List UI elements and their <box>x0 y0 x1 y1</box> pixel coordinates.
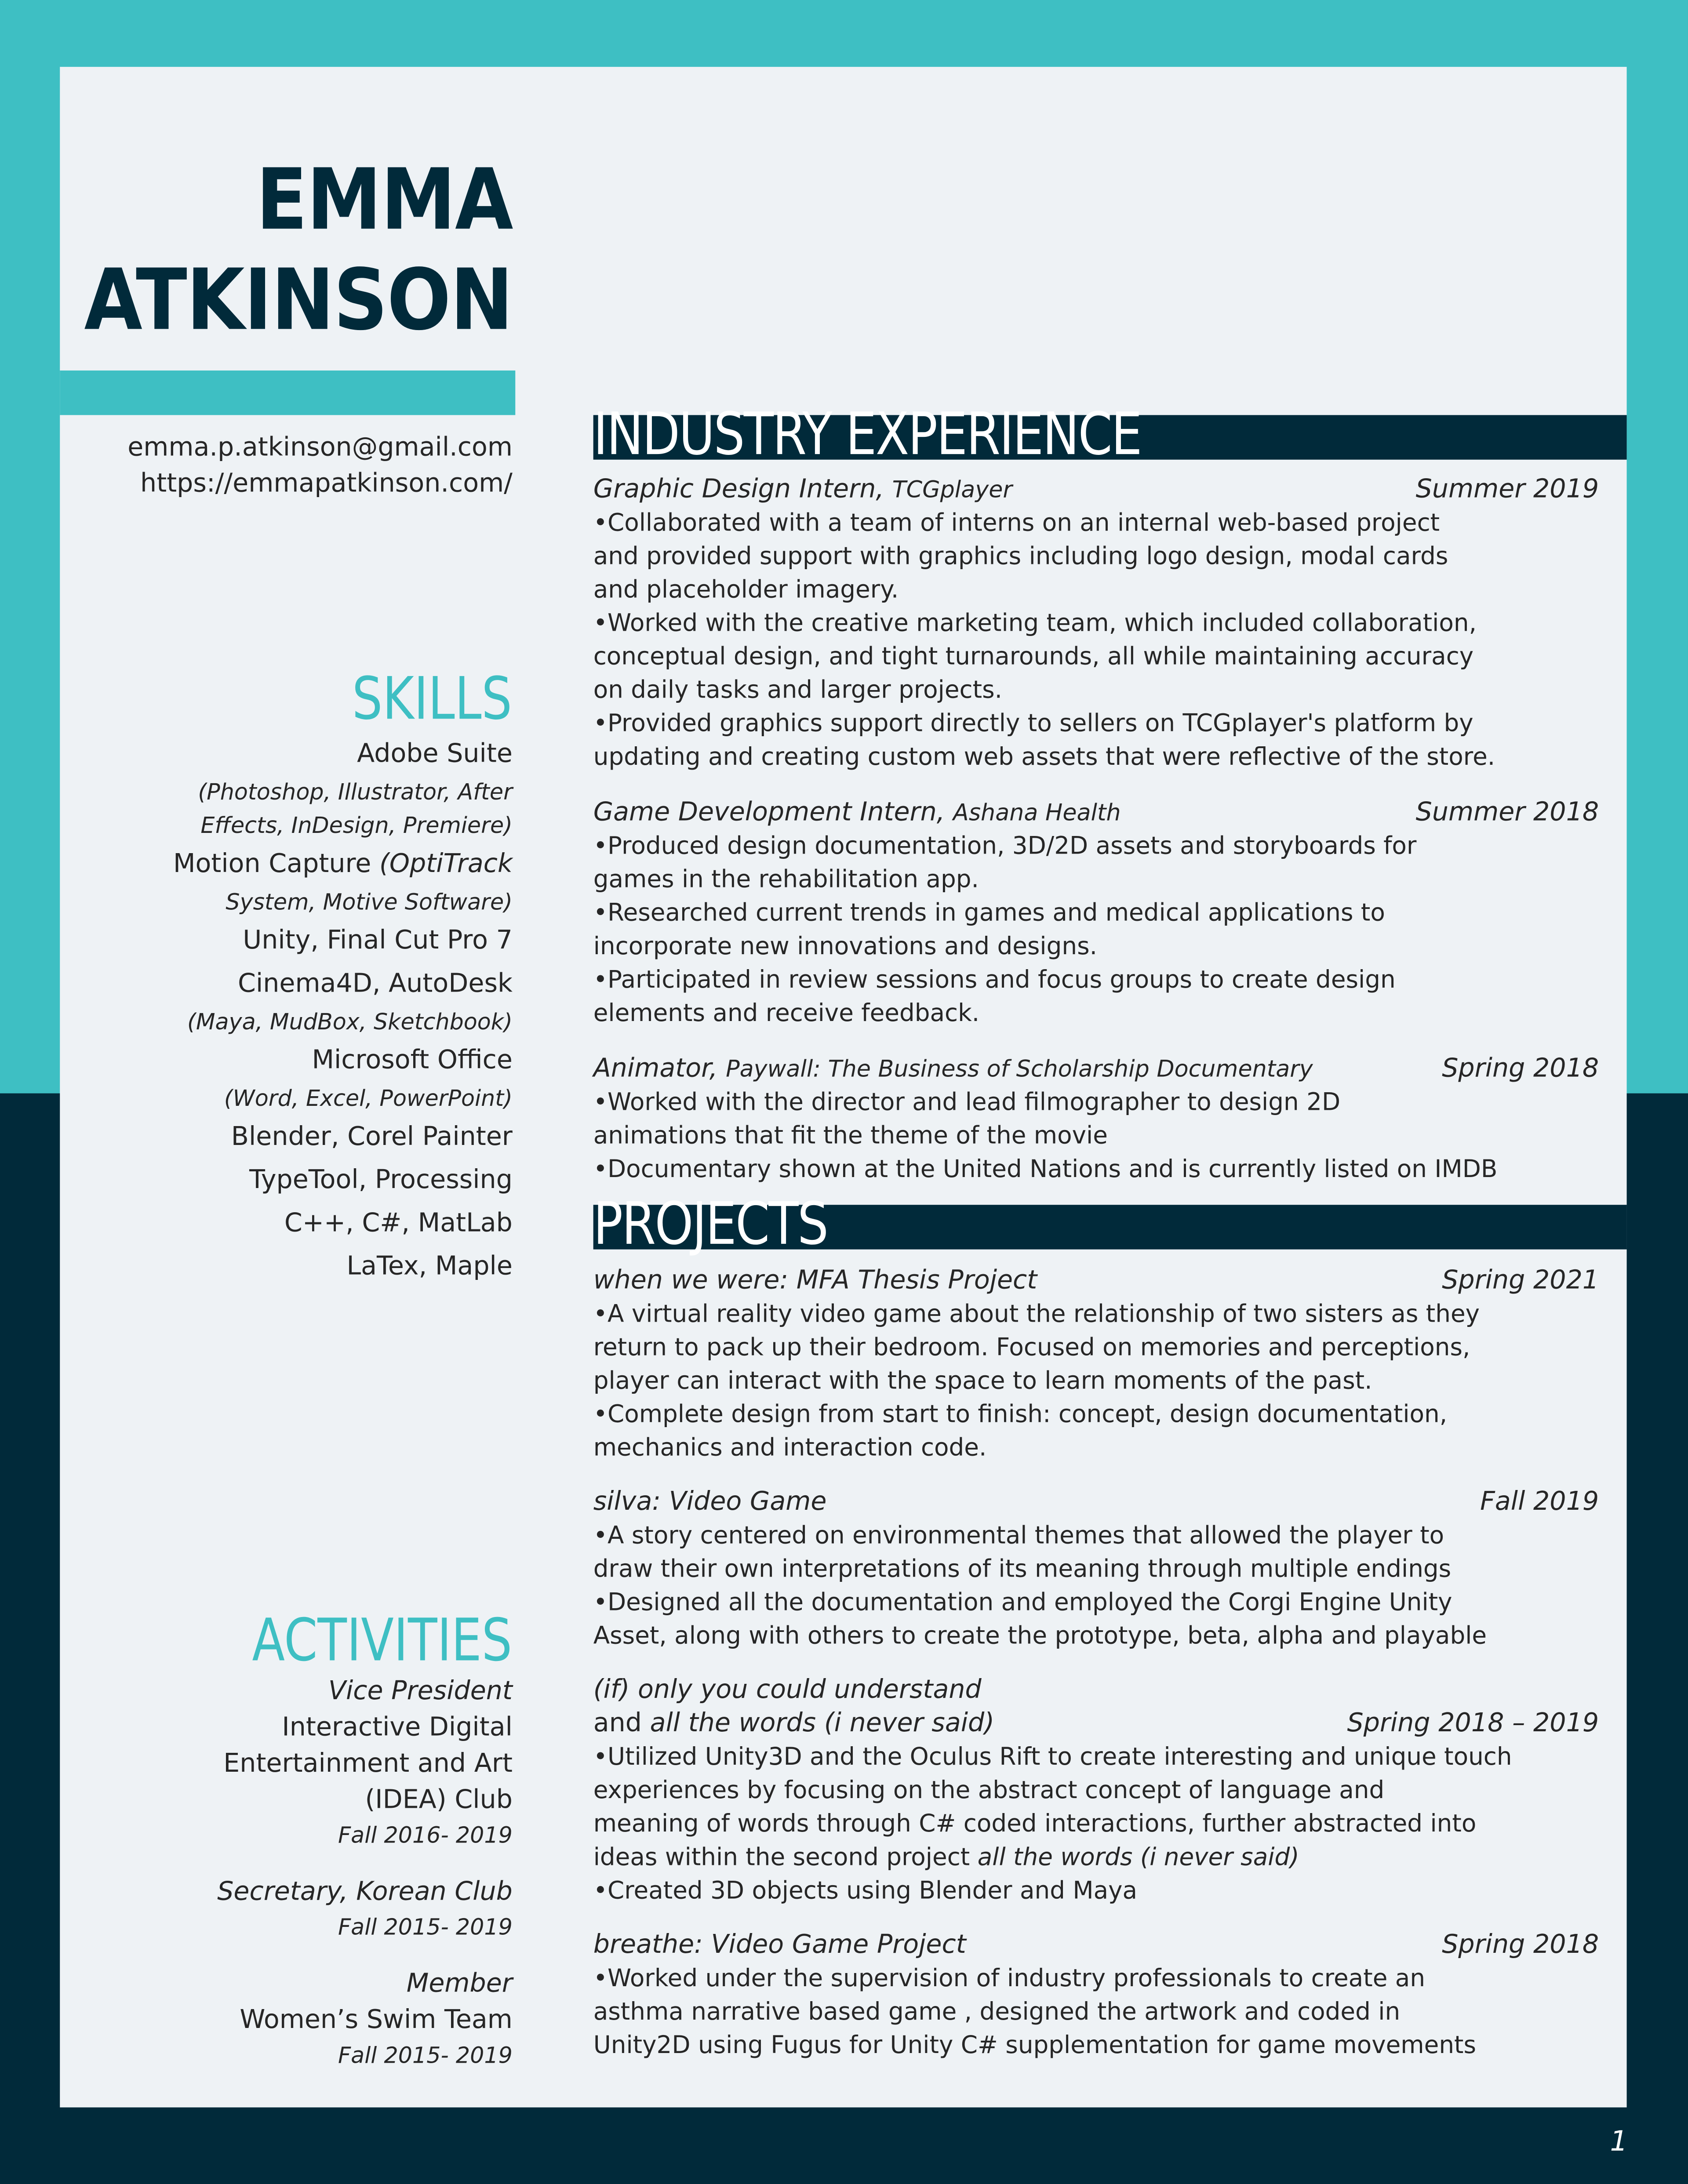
skill-text: Cinema4D, AutoDesk <box>238 969 513 999</box>
bullet-line: asthma narrative based game , designed the artwork and coded in <box>593 1999 1401 2027</box>
activity-line: Entertainment and Art <box>223 1749 513 1779</box>
projects-list <box>593 1265 1599 2063</box>
bullet-line: updating and creating custom web assets that were reflective of the store. <box>593 744 1495 772</box>
entry-header <box>593 1265 1599 1298</box>
project-title: silva: Video Game <box>593 1487 827 1517</box>
entry-header <box>593 797 1599 830</box>
skill-item <box>173 809 513 843</box>
activity-line: Secretary, Korean Club <box>217 1877 513 1907</box>
project-title-2: all the words (i never said) <box>650 1709 995 1738</box>
skill-text: C++, C#, MatLab <box>284 1209 513 1239</box>
email-link[interactable]: emma.p.atkinson@gmail.com <box>127 433 513 463</box>
name-heading <box>84 150 512 351</box>
contact-info <box>127 430 513 503</box>
bullet-line: games in the rehabilitation app. <box>593 866 979 894</box>
bullet-line: •Worked with the director and lead filmographer to design 2D <box>593 1089 1341 1117</box>
skill-item <box>173 919 513 963</box>
entry-header-2 <box>593 1708 1599 1741</box>
entry-header <box>593 1674 1599 1708</box>
skill-detail: (OptiTrack <box>379 850 513 879</box>
skill-text: TypeTool, Processing <box>249 1166 513 1196</box>
bullet-line: •Created 3D objects using Blender and Maya <box>593 1877 1138 1906</box>
job-date: Spring 2018 <box>1442 1054 1599 1084</box>
activity-line: Fall 2016- 2019 <box>338 1822 513 1849</box>
skill-text: Blender, Corel Painter <box>231 1123 513 1152</box>
bullet-line: •Documentary shown at the United Nations and is currently listed on IMDB <box>593 1156 1498 1184</box>
bullet-line: and placeholder imagery. <box>593 576 899 605</box>
skill-text: Adobe Suite <box>357 739 513 769</box>
activity-group <box>195 1967 512 2073</box>
skill-item <box>173 776 513 809</box>
activity-line: Women’s Swim Team <box>240 2006 513 2035</box>
skill-text: Unity, Final Cut Pro 7 <box>243 926 513 956</box>
skill-text: Microsoft Office <box>312 1046 513 1076</box>
line-italic: all the words (i never said) <box>977 1844 1299 1872</box>
skill-text: Effects, InDesign, Premiere) <box>200 812 513 839</box>
name-accent-bar <box>60 371 515 415</box>
first-name: EMMA <box>256 150 513 249</box>
skill-text: Motion Capture <box>173 850 371 879</box>
bullet-line: •Designed all the documentation and employed the Corgi Engine Unity <box>593 1589 1452 1617</box>
skill-text: LaTex, Maple <box>346 1252 513 1282</box>
experience-heading-bar <box>593 400 1627 468</box>
skill-text: (Word, Excel, PowerPoint) <box>224 1085 513 1112</box>
line-text: ideas within the second project <box>593 1844 978 1872</box>
activity-line: Fall 2015- 2019 <box>338 2042 513 2068</box>
bullet-line: animations that fit the theme of the movie <box>593 1123 1108 1151</box>
bullet-line: •Complete design from start to finish: concept, design documentation, <box>593 1401 1448 1429</box>
skill-item <box>173 1159 513 1202</box>
job-role: Animator, <box>593 1054 726 1084</box>
page-number: 1 <box>1610 2124 1628 2158</box>
entry-header <box>593 1929 1599 1962</box>
skill-item <box>173 1202 513 1245</box>
job-organization: Ashana Health <box>953 799 1121 826</box>
bullet-line: on daily tasks and larger projects. <box>593 677 1003 705</box>
bullet-line: experiences by focusing on the abstract concept of language and <box>593 1777 1385 1806</box>
project-date: Fall 2019 <box>1480 1487 1599 1517</box>
skills-heading: SKILLS <box>353 664 513 733</box>
projects-heading-bar <box>593 1189 1627 1258</box>
project-title: breathe: Video Game Project <box>593 1930 966 1960</box>
project-title-prefix: and <box>593 1709 650 1738</box>
activity-line: (IDEA) Club <box>365 1785 513 1815</box>
bullet-line: •Worked with the creative marketing team, which included collaboration, <box>593 610 1477 638</box>
job-role: Game Development Intern, <box>593 798 953 828</box>
entry-header <box>593 1486 1599 1519</box>
project-title: when we were: MFA Thesis Project <box>593 1266 1037 1296</box>
skill-text: System, Motive Software) <box>226 888 513 916</box>
bullet-line: •Researched current trends in games and medical applications to <box>593 900 1385 928</box>
project-entry <box>593 1929 1599 2063</box>
activity-line: Fall 2015- 2019 <box>338 1914 513 1941</box>
skill-item <box>173 963 513 1006</box>
bullet-line: incorporate new innovations and designs. <box>593 933 1098 961</box>
experience-entry <box>593 1053 1599 1187</box>
activities-section <box>195 1607 512 2072</box>
job-organization: TCGplayer <box>892 476 1012 503</box>
skill-item <box>173 1006 513 1039</box>
bullet-line: elements and receive feedback. <box>593 1000 980 1028</box>
bullet-line <box>593 1841 1599 1875</box>
website-link[interactable]: https://emmapatkinson.com/ <box>140 469 513 499</box>
skill-item <box>173 733 513 776</box>
project-entry <box>593 1486 1599 1653</box>
bullet-line: player can interact with the space to learn moments of the past. <box>593 1367 1372 1396</box>
experience-entry <box>593 797 1599 1031</box>
experience-entry <box>593 473 1599 774</box>
bullet-line: •A virtual reality video game about the relationship of two sisters as they <box>593 1301 1480 1329</box>
bullet-line: mechanics and interaction code. <box>593 1435 987 1463</box>
skill-text: (Photoshop, Illustrator, After <box>198 778 513 805</box>
projects-heading: PROJECTS <box>593 1189 828 1258</box>
bullet-line: •A story centered on environmental themes that allowed the player to <box>593 1522 1444 1551</box>
activity-line: Interactive Digital <box>282 1713 513 1743</box>
bullet-line: meaning of words through C# coded interactions, further abstracted into <box>593 1810 1477 1839</box>
project-entry <box>593 1674 1599 1908</box>
activity-group <box>195 1875 512 1944</box>
skill-text: (Maya, MudBox, Sketchbook) <box>187 1008 513 1035</box>
job-role: Graphic Design Intern, <box>593 475 892 505</box>
skill-item <box>173 843 513 886</box>
bullet-line: •Collaborated with a team of interns on an internal web-based project <box>593 509 1440 538</box>
job-date: Summer 2019 <box>1415 475 1599 505</box>
skill-item <box>173 886 513 919</box>
skills-section <box>173 666 513 1289</box>
project-entry <box>593 1265 1599 1465</box>
project-date: Spring 2021 <box>1442 1266 1599 1296</box>
bullet-line: Asset, along with others to create the prototype, beta, alpha and playable <box>593 1622 1487 1651</box>
last-name: ATKINSON <box>84 251 513 349</box>
job-organization: Paywall: The Business of Scholarship Documentary <box>726 1056 1313 1083</box>
bullet-line: return to pack up their bedroom. Focused on memories and perceptions, <box>593 1334 1470 1363</box>
bullet-line: •Provided graphics support directly to sellers on TCGplayer's platform by <box>593 710 1473 738</box>
entry-header <box>593 1053 1599 1087</box>
activity-line: Member <box>406 1969 513 1999</box>
bullet-line: •Produced design documentation, 3D/2D assets and storyboards for <box>593 833 1417 861</box>
skill-item <box>173 1082 513 1116</box>
project-title: (if) only you could understand <box>593 1675 982 1705</box>
job-date: Summer 2018 <box>1415 798 1599 828</box>
bullet-line: and provided support with graphics including logo design, modal cards <box>593 543 1448 571</box>
bullet-line: draw their own interpretations of its meaning through multiple endings <box>593 1555 1452 1584</box>
experience-heading: INDUSTRY EXPERIENCE <box>593 400 1141 468</box>
experience-list <box>593 473 1599 1187</box>
bullet-line: •Worked under the supervision of industry professionals to create an <box>593 1965 1426 1993</box>
skill-item <box>173 1039 513 1082</box>
project-date: Spring 2018 <box>1442 1930 1599 1960</box>
bullet-line: conceptual design, and tight turnarounds, all while maintaining accuracy <box>593 643 1474 672</box>
bullet-line: •Utilized Unity3D and the Oculus Rift to create interesting and unique touch <box>593 1744 1512 1772</box>
activity-group <box>195 1674 512 1853</box>
activity-line: Vice President <box>328 1677 513 1707</box>
entry-header <box>593 473 1599 507</box>
bullet-line: Unity2D using Fugus for Unity C# supplementation for game movements <box>593 2032 1477 2060</box>
skill-item <box>173 1116 513 1159</box>
project-date: Spring 2018 – 2019 <box>1347 1709 1599 1738</box>
skill-item <box>173 1245 513 1288</box>
activities-heading: ACTIVITIES <box>252 1606 513 1675</box>
bullet-line: •Participated in review sessions and focus groups to create design <box>593 967 1396 995</box>
